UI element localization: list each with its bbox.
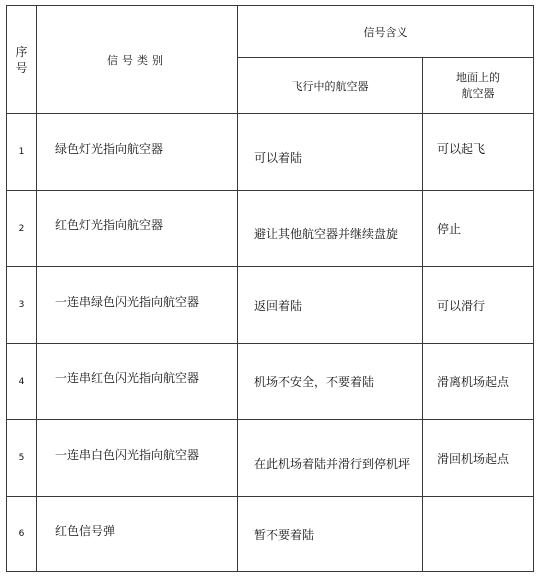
header-on-ground-line1: 地面上的 [456,70,500,84]
row-signal-type [37,344,238,420]
row-in-flight-text: 机场不安全，不要着陆 [254,375,375,389]
row-in-flight-text: 返回着陆 [254,298,303,313]
row-signal-type [37,114,238,191]
row-seq: 5 [7,420,37,497]
row-signal-type [37,267,238,344]
row-on-ground-text: 可以滑行 [437,298,486,313]
row-seq: 3 [7,267,37,344]
row-signal-type-text: 一连串白色闪光指向航空器 [55,447,200,462]
row-on-ground [423,497,534,572]
light-signal-table [6,5,534,572]
table-row [7,114,534,191]
table-row [7,344,534,420]
header-seq-line2: 号 [15,60,28,75]
row-on-ground-text: 滑回机场起点 [437,451,510,466]
row-on-ground [423,114,534,191]
row-seq: 1 [7,114,37,191]
row-on-ground [423,420,534,497]
row-in-flight [238,497,423,572]
header-row-top [7,6,534,58]
table-row [7,191,534,267]
row-on-ground-text: 可以起飞 [437,141,486,156]
row-in-flight [238,267,423,344]
row-on-ground-text: 停止 [437,222,462,236]
row-signal-type [37,420,238,497]
header-signal-meaning: 信号含义 [238,6,534,58]
header-on-ground-line2: 航空器 [461,86,495,100]
row-seq: 2 [7,191,37,267]
row-in-flight [238,191,423,267]
header-seq-line1: 序 [15,44,28,59]
table-row [7,267,534,344]
row-on-ground [423,191,534,267]
row-in-flight-text: 暂不要着陆 [254,527,315,542]
row-signal-type-text: 一连串绿色闪光指向航空器 [55,294,200,309]
row-on-ground [423,344,534,420]
row-in-flight [238,420,423,497]
table-row [7,420,534,497]
row-signal-type [37,191,238,267]
header-on-ground [423,58,534,114]
header-in-flight: 飞行中的航空器 [238,58,423,114]
row-signal-type-text: 红色信号弹 [55,523,116,538]
row-signal-type-text: 一连串红色闪光指向航空器 [55,371,200,385]
row-on-ground-text: 滑离机场起点 [437,375,510,389]
row-seq: 4 [7,344,37,420]
header-signal-type: 信号类别 [37,6,238,114]
row-in-flight [238,114,423,191]
row-in-flight-text: 可以着陆 [254,150,303,165]
row-on-ground [423,267,534,344]
row-signal-type-text: 红色灯光指向航空器 [55,218,164,232]
row-in-flight [238,344,423,420]
row-in-flight-text: 避让其他航空器并继续盘旋 [254,227,399,241]
row-in-flight-text: 在此机场着陆并滑行到停机坪 [254,456,411,471]
row-signal-type [37,497,238,572]
signal-table-container [6,5,533,571]
row-seq: 6 [7,497,37,572]
table-row [7,497,534,572]
row-signal-type-text: 绿色灯光指向航空器 [55,141,164,156]
header-seq [7,6,37,114]
